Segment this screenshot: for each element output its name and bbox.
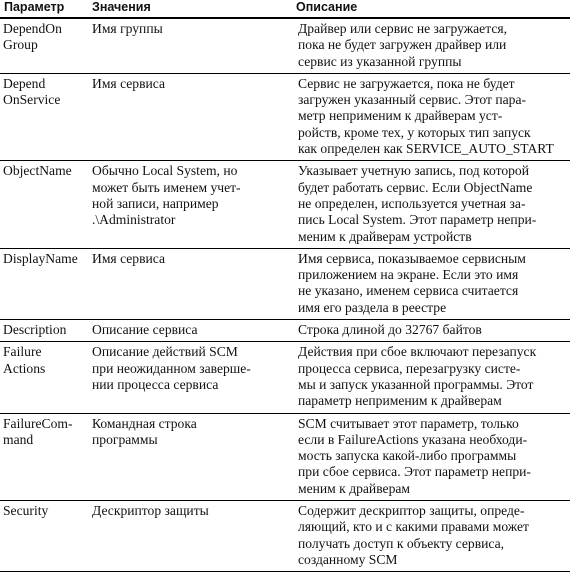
value-line: нии процесса сервиса [92,376,219,392]
desc-cell [292,342,570,413]
table-row [0,73,570,160]
description-line: меним к драйверам [298,480,411,496]
description-line: мость запуска какой-либо программы [298,448,517,464]
description-line: получать доступ к объекту сервиса, [298,535,505,551]
header-description: Описание [292,0,570,18]
description-line: приложением на экране. Если это имя [298,267,519,283]
description-line: как определен как SERVICE_AUTO_START [298,141,554,157]
param-name-line: OnService [3,92,61,108]
desc-cell [292,413,570,500]
name-cell [0,248,88,319]
desc-cell [292,161,570,248]
description-line: Строка длиной до 32767 байтов [298,322,482,338]
description-line: пись Local System. Этот параметр непри- [298,212,537,228]
description-line: сервис из указанной группы [298,53,462,69]
header-parameter: Параметр [0,0,88,18]
table-header [0,0,570,18]
value-cell [88,73,292,160]
table-body [0,18,570,572]
name-cell [0,18,88,73]
header-row [0,0,570,18]
param-name-line: DisplayName [3,250,78,266]
value-line: Имя группы [92,21,163,36]
table-row [0,18,570,73]
table-row [0,413,570,500]
value-cell [88,413,292,500]
name-cell [0,501,88,572]
description-line: Действия при сбое включают перезапуск [298,344,537,360]
description-line: ройств, кроме тех, у которых тип запуск [298,124,531,140]
description-line: мы и запуск указанной программы. Этот [298,376,534,392]
value-line: программы [92,431,158,447]
value-cell [88,18,292,73]
description-line: процесса сервиса, перезагрузку систе- [298,360,521,376]
table-row [0,501,570,572]
description-line: будет работать сервис. Если ObjectName [298,179,533,195]
description-line: Содержит дескриптор защиты, опреде- [298,503,525,519]
value-line: Дескриптор защиты [92,503,209,519]
value-line: Имя сервиса [92,75,166,91]
value-line: может быть именем учет- [92,179,241,195]
name-cell [0,73,88,160]
table-row [0,161,570,248]
value-line: ной записи, например [92,195,219,211]
description-line: загружен указанный сервис. Этот пара- [298,92,527,108]
desc-cell [292,18,570,73]
description-line: пока не будет загружен драйвер или [298,37,507,53]
value-line: Командная строка [92,415,197,431]
description-line: метр неприменим к драйверам уст- [298,108,503,124]
description-line: SCM считывает этот параметр, только [298,415,519,431]
value-line: Имя сервиса [92,250,166,266]
value-cell [88,248,292,319]
value-line: при неожиданном заверше- [92,360,251,376]
param-name-line: ObjectName [3,163,72,179]
description-line: при сбое сервиса. Этот параметр непри- [298,464,531,480]
desc-cell [292,320,570,342]
param-name-line: Group [3,37,38,53]
value-cell [88,320,292,342]
desc-cell [292,248,570,319]
table-row [0,248,570,319]
description-line: Указывает учетную запись, под которой [298,163,529,179]
description-line: не указано, именем сервиса считается [298,283,519,299]
table-row [0,342,570,413]
description-line: если в FailureActions указана необходи- [298,431,528,447]
desc-cell [292,501,570,572]
param-name-line: Description [3,322,67,338]
description-line: параметр неприменим к драйверам [298,393,502,409]
value-line: Описание действий SCM [92,344,238,360]
description-line: ляющий, кто и с какими правами может [298,519,529,535]
description-line: не определен, используется учетная за- [298,195,526,211]
param-name-line: Security [3,503,49,519]
description-line: Имя сервиса, показываемое сервисным [298,250,526,266]
description-line: имя его раздела в реестре [298,299,447,315]
param-name-line: FailureCom- [3,415,73,431]
param-name-line: Depend [3,75,46,91]
description-line: Сервис не загружается, пока не будет [298,75,515,91]
desc-cell [292,73,570,160]
value-cell [88,501,292,572]
name-cell [0,320,88,342]
header-values: Значения [88,0,292,18]
param-name-line: DependOn [3,21,62,36]
name-cell [0,161,88,248]
description-line: меним к драйверам устройств [298,228,472,244]
name-cell [0,342,88,413]
value-cell [88,342,292,413]
value-cell [88,161,292,248]
param-name-line: Failure [3,344,42,360]
name-cell [0,413,88,500]
value-line: .\Administrator [92,212,176,228]
param-name-line: Actions [3,360,46,376]
table-row [0,320,570,342]
value-line: Описание сервиса [92,322,198,338]
value-line: Обычно Local System, но [92,163,238,179]
param-name-line: mand [3,431,34,447]
description-line: созданному SCM [298,551,398,567]
description-line: Драйвер или сервис не загружается, [298,21,508,36]
